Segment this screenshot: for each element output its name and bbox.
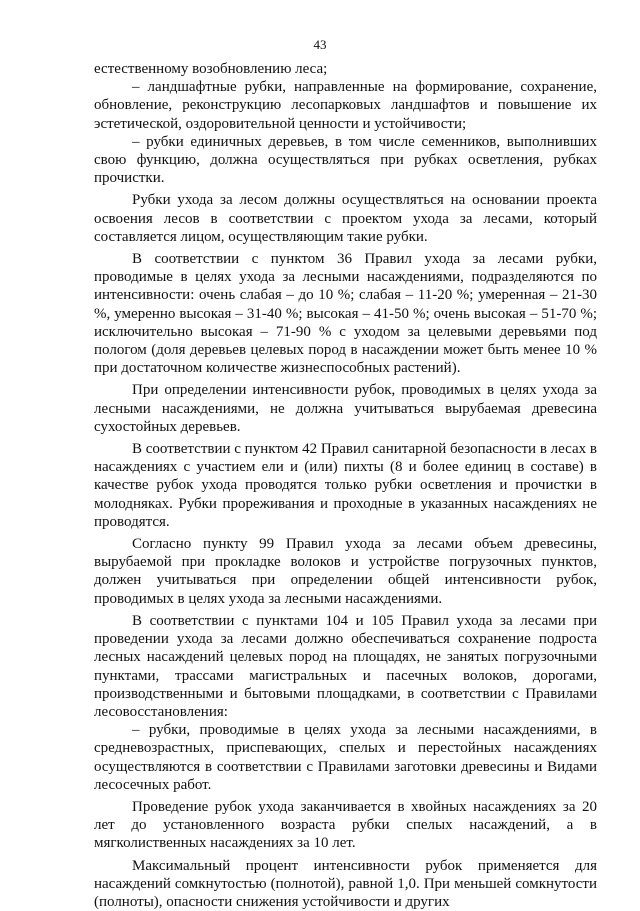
- body-text: [94, 60, 597, 911]
- paragraph-5: В соответствии с пунктом 36 Правил ухода за лесами рубки, проводимые в целях ухода за лесными насаждениями, подразделяются по интенсивности: очень слабая – до 10 %; слабая – 11-20 %; умеренная – 21-30 %, умеренно высокая – 31-40 %; высокая – 41-50 %; очень высокая – 51-70 %; исключительно высокая – 71-90 % с уходом за целевыми деревьями под пологом (доля деревьев целевых пород в насаждении может быть менее 10 % при достаточном количестве жизнеспособных растений).: [94, 251, 597, 377]
- paragraph-9: В соответствии с пунктами 104 и 105 Правил ухода за лесами при проведении ухода за лесами должно обеспечиваться сохранение подроста лесных насаждений целевых пород на площадях, не занятых погрузочными пунктами, трассами магистральных и пасечных волоков, дорогами, производственными и бытовыми площадками, в соответствии с Правилами лесовосстановления:: [94, 612, 597, 720]
- paragraph-6: При определении интенсивности рубок, проводимых в целях ухода за лесными насаждениями, не должна учитываться вырубаемая древесина сухостойных деревьев.: [94, 382, 597, 435]
- paragraph-8: Согласно пункту 99 Правил ухода за лесами объем древесины, вырубаемой при прокладке волоков и устройстве погрузочных пунктов, должен учитываться при определении общей интенсивности рубок, проводимых в целях ухода за лесными насаждениями.: [94, 536, 597, 607]
- paragraph-11: Проведение рубок ухода заканчивается в хвойных насаждениях за 20 лет до установленного возраста рубки спелых насаждений, а в мягколиственных насаждениях за 10 лет.: [94, 798, 597, 852]
- paragraph-3: – рубки единичных деревьев, в том числе семенников, выполнивших свою функцию, должна осуществляться при рубках осветления, рубках прочистки.: [94, 133, 597, 187]
- paragraph-4: Рубки ухода за лесом должны осуществляться на основании проекта освоения лесов в соответствии с проектом ухода за лесами, который составляется лицом, осуществляющим такие рубки.: [94, 192, 597, 245]
- paragraph-12: Максимальный процент интенсивности рубок применяется для насаждений сомкнутостью (полнотой), равной 1,0. При меньшей сомкнутости (полноты), опасности снижения устойчивости и других: [94, 857, 597, 910]
- paragraph-2: – ландшафтные рубки, направленные на формирование, сохранение, обновление, реконструкцию лесопарковых ландшафтов и повышение их эстетической, оздоровительной ценности и устойчивости;: [94, 79, 597, 132]
- paragraph-7: В соответствии с пунктом 42 Правил санитарной безопасности в лесах в насаждениях с участием ели и (или) пихты (8 и более единиц в составе) в качестве рубок ухода проводятся только рубки осветления и прочистки в молодняках. Рубки прореживания и проходные в указанных насаждениях не проводятся.: [94, 441, 597, 530]
- page-number: 43: [313, 37, 327, 52]
- paragraph-1: естественному возобновлению леса;: [94, 61, 328, 77]
- paragraph-10: – рубки, проводимые в целях ухода за лесными насаждениями, в средневозрастных, приспевающих, спелых и перестойных насаждениях осуществляются в соответствии с Правилами заготовки древесины и Видами лесосечных работ.: [94, 722, 597, 793]
